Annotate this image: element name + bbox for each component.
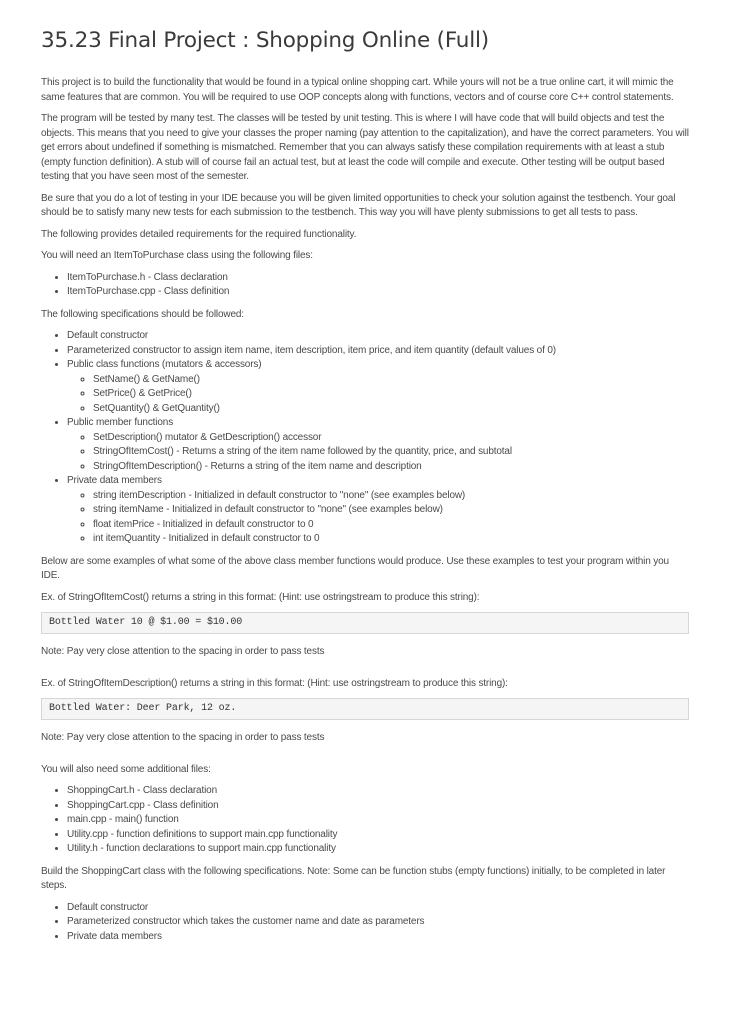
example-note: Note: Pay very close attention to the spacing in order to pass tests — [41, 646, 325, 657]
intro-paragraph: The program will be tested by many test. The classes will be tested by unit testing. This is where I will have code that will build objects and test the objects. This means that you need to give your classes the proper naming (pay attention to the capitalization), and have the correct parameters. You will get errors about undefined if something is mismatched. Remember that you can always satisfy these compilation requirements with at least a stub (empty function definition). A stub will of course fail an actual test, but at least the code will compile and execute. Other testing will be output based testing that you have seen most of the semester. — [41, 113, 689, 182]
list-item: ◦ SetDescription() mutator & GetDescription() accessor — [93, 431, 689, 446]
additional-files-list — [41, 784, 689, 857]
example-label: Ex. of StringOfItemCost() returns a string in this format: (Hint: use ostringstream to produce this string): — [41, 591, 480, 603]
list-item: • Parameterized constructor which takes the customer name and date as parameters — [67, 915, 689, 930]
list-item — [67, 474, 689, 547]
list-item: • ItemToPurchase.cpp - Class definition — [67, 285, 689, 300]
list-item: • Parameterized constructor to assign item name, item description, item price, and item quantity (default values of 0) — [67, 344, 689, 359]
sub-list — [67, 431, 689, 475]
spec-list — [41, 329, 689, 547]
sub-list — [67, 373, 689, 417]
intro-paragraph: Be sure that you do a lot of testing in your IDE because you will be given limited opportunities to check your solution against the testbench. Your goal should be to satisfy many new tests for each submission to the testbench. This way you will have plenty submissions to get all tests to pass. — [41, 192, 676, 218]
list-item: ◦ float itemPrice - Initialized in default constructor to 0 — [93, 518, 689, 533]
list-item: • main.cpp - main() function — [67, 813, 689, 828]
intro-paragraph: You will need an ItemToPurchase class using the following files: — [41, 250, 313, 261]
list-item: ◦ int itemQuantity - Initialized in default constructor to 0 — [93, 532, 689, 547]
example-note: Note: Pay very close attention to the spacing in order to pass tests — [41, 732, 325, 743]
intro-paragraph: This project is to build the functionality that would be found in a typical online shopping cart. While yours will not be a true online cart, it will mimic the same features that are common. You will be required to use OOP concepts along with functions, vectors and of course core C++ control statements. — [41, 77, 674, 103]
additional-files-intro: You will also need some additional files: — [41, 763, 211, 775]
examples-intro: Below are some examples of what some of the above class member functions would produce. Use these examples to test your program within you IDE. — [41, 555, 669, 581]
item-files-list — [41, 271, 689, 300]
list-item: ◦ SetName() & GetName() — [93, 373, 689, 388]
list-item: ◦ StringOfItemDescription() - Returns a string of the item name and description — [93, 460, 689, 475]
page-title: 35.23 Final Project : Shopping Online (Full) — [41, 28, 489, 53]
code-example: Bottled Water: Deer Park, 12 oz. — [41, 698, 689, 720]
list-item: • ItemToPurchase.h - Class declaration — [67, 271, 689, 286]
list-item — [67, 416, 689, 474]
list-item — [67, 358, 689, 416]
list-item-label: Public class functions (mutators & accessors) — [67, 359, 262, 370]
cart-spec-list — [41, 901, 689, 945]
list-item: ◦ SetQuantity() & GetQuantity() — [93, 402, 689, 417]
list-item: • ShoppingCart.h - Class declaration — [67, 784, 689, 799]
list-item: • Default constructor — [67, 901, 689, 916]
list-item: • ShoppingCart.cpp - Class definition — [67, 799, 689, 814]
example-label: Ex. of StringOfItemDescription() returns a string in this format: (Hint: use ostringstream to produce this string): — [41, 677, 508, 689]
list-item: • Default constructor — [67, 329, 689, 344]
list-item: ◦ string itemName - Initialized in default constructor to "none" (see examples below) — [93, 503, 689, 518]
list-item: • Private data members — [67, 930, 689, 945]
cart-intro: Build the ShoppingCart class with the following specifications. Note: Some can be function stubs (empty functions) initially, to be completed in later steps. — [41, 865, 666, 891]
list-item-label: Private data members — [67, 475, 162, 486]
spec-intro: The following specifications should be followed: — [41, 308, 244, 320]
intro-paragraph: The following provides detailed requirements for the required functionality. — [41, 228, 357, 240]
list-item: ◦ string itemDescription - Initialized in default constructor to "none" (see examples below) — [93, 489, 689, 504]
list-item: • Utility.h - function declarations to support main.cpp functionality — [67, 842, 689, 857]
list-item: ◦ SetPrice() & GetPrice() — [93, 387, 689, 402]
list-item-label: Public member functions — [67, 417, 174, 428]
sub-list — [67, 489, 689, 547]
list-item: ◦ StringOfItemCost() - Returns a string of the item name followed by the quantity, price, and subtotal — [93, 445, 689, 460]
list-item: • Utility.cpp - function definitions to support main.cpp functionality — [67, 828, 689, 843]
code-example: Bottled Water 10 @ $1.00 = $10.00 — [41, 612, 689, 634]
